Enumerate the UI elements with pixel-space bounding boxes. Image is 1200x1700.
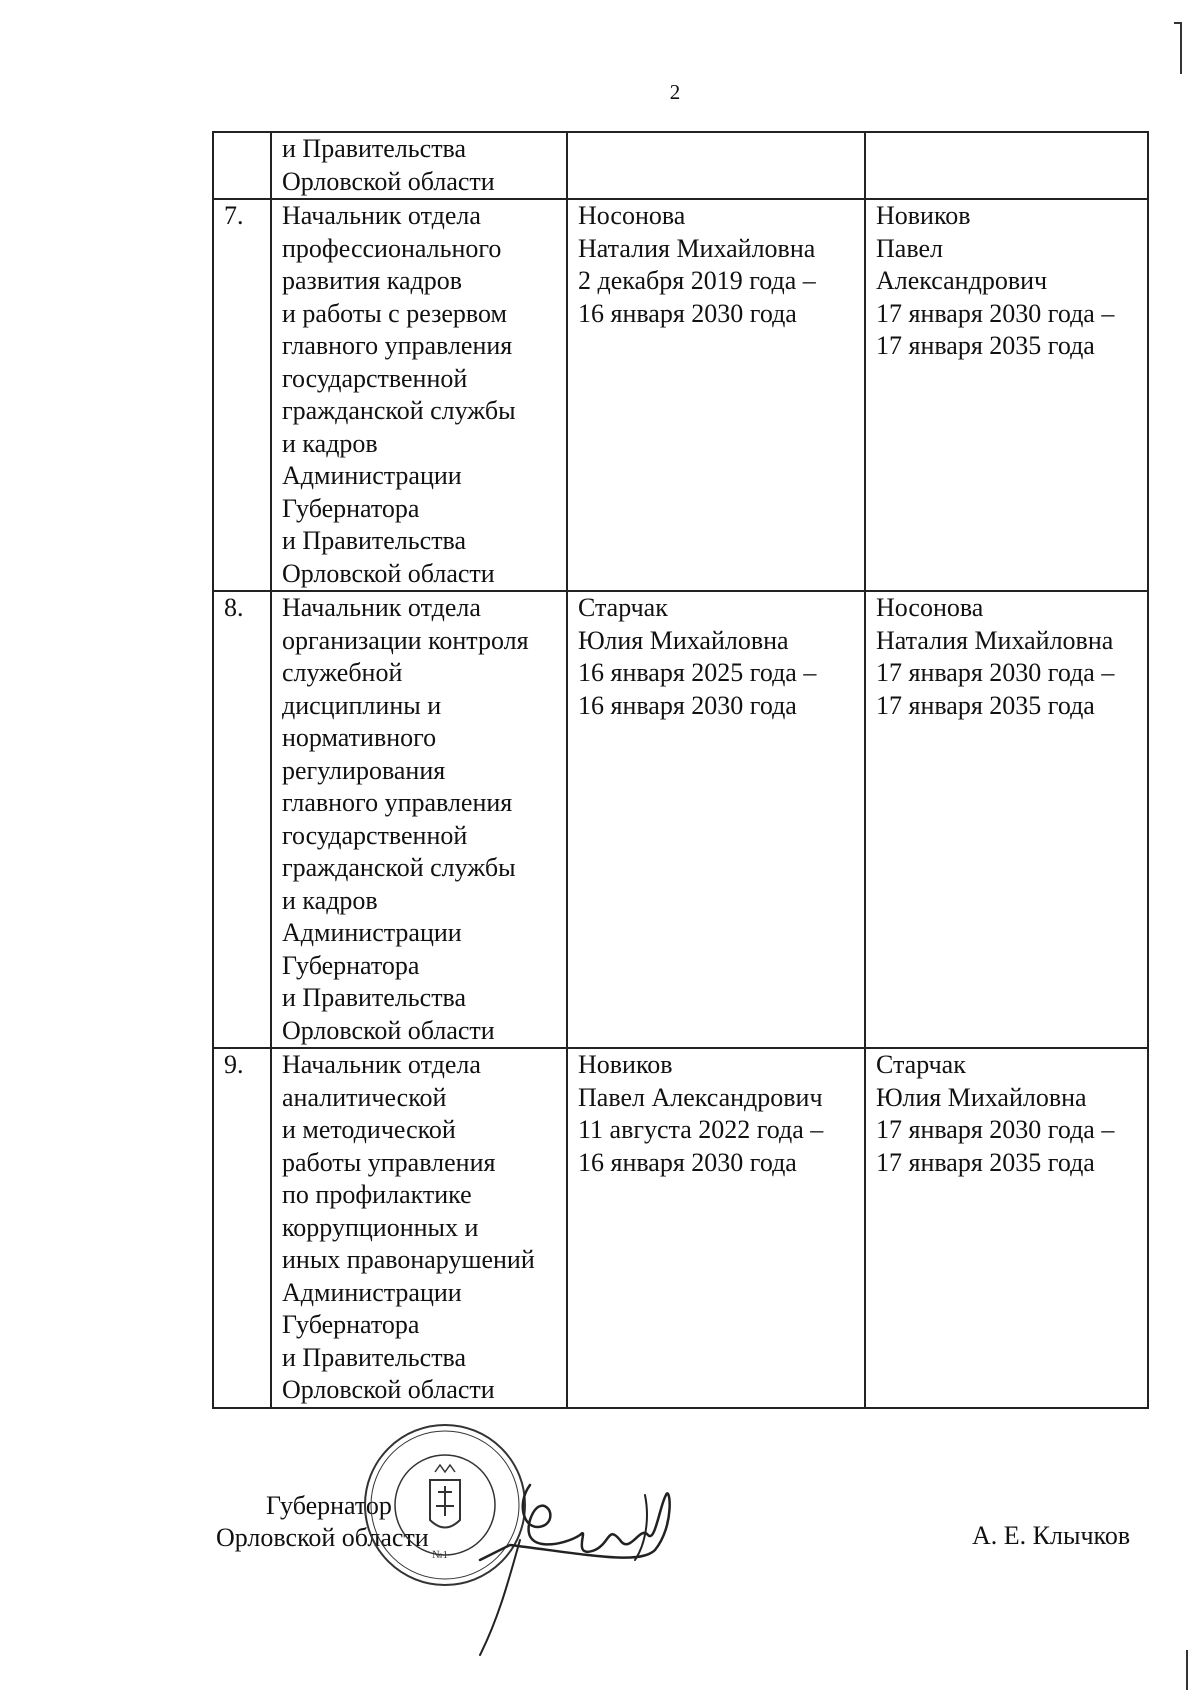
position-cell: и Правительства Орловской области bbox=[271, 132, 567, 199]
row-number: 9. bbox=[213, 1048, 271, 1408]
table-row bbox=[213, 1048, 1148, 1408]
current-holder-cell: Старчак Юлия Михайловна 16 января 2025 года – 16 января 2030 года bbox=[567, 591, 865, 1048]
position-cell: Начальник отдела организации контроля служебной дисциплины и нормативного регулирования главного управления государственной гражданской службы и кадров Администрации Губернатора и Правительства Орловской области bbox=[271, 591, 567, 1048]
signatory-name: А. Е. Клычков bbox=[972, 1521, 1131, 1550]
position-cell: Начальник отдела профессионального развития кадров и работы с резервом главного управления государственной гражданской службы и кадров Администрации Губернатора и Правительства Орловской области bbox=[271, 199, 567, 591]
handwritten-signature-icon bbox=[470, 1465, 730, 1665]
next-holder-cell: Старчак Юлия Михайловна 17 января 2030 года – 17 января 2035 года bbox=[865, 1048, 1148, 1408]
next-holder-cell bbox=[865, 132, 1148, 199]
page-edge-mark bbox=[1174, 22, 1182, 74]
next-holder-cell: Носонова Наталия Михайловна 17 января 2030 года – 17 января 2035 года bbox=[865, 591, 1148, 1048]
signatory-title-line2: Орловской области bbox=[216, 1523, 429, 1552]
next-holder-cell: Новиков Павел Александрович 17 января 2030 года – 17 января 2035 года bbox=[865, 199, 1148, 591]
row-number bbox=[213, 132, 271, 199]
row-number: 7. bbox=[213, 199, 271, 591]
current-holder-cell bbox=[567, 132, 865, 199]
position-cell: Начальник отдела аналитической и методической работы управления по профилактике коррупционных и иных правонарушений Администрации Губернатора и Правительства Орловской области bbox=[271, 1048, 567, 1408]
table-row bbox=[213, 132, 1148, 199]
appointments-table bbox=[212, 131, 1149, 1409]
appointments-table-body bbox=[213, 132, 1148, 1408]
row-number: 8. bbox=[213, 591, 271, 1048]
page-edge-line bbox=[1186, 1650, 1188, 1690]
current-holder-cell: Новиков Павел Александрович 11 августа 2022 года – 16 января 2030 года bbox=[567, 1048, 865, 1408]
table-row bbox=[213, 591, 1148, 1048]
current-holder-cell: Носонова Наталия Михайловна 2 декабря 2019 года – 16 января 2030 года bbox=[567, 199, 865, 591]
page-number: 2 bbox=[669, 80, 681, 104]
seal-number: №1 bbox=[432, 1549, 448, 1561]
signatory-title-line1: Губернатор bbox=[266, 1491, 392, 1520]
table-row bbox=[213, 199, 1148, 591]
